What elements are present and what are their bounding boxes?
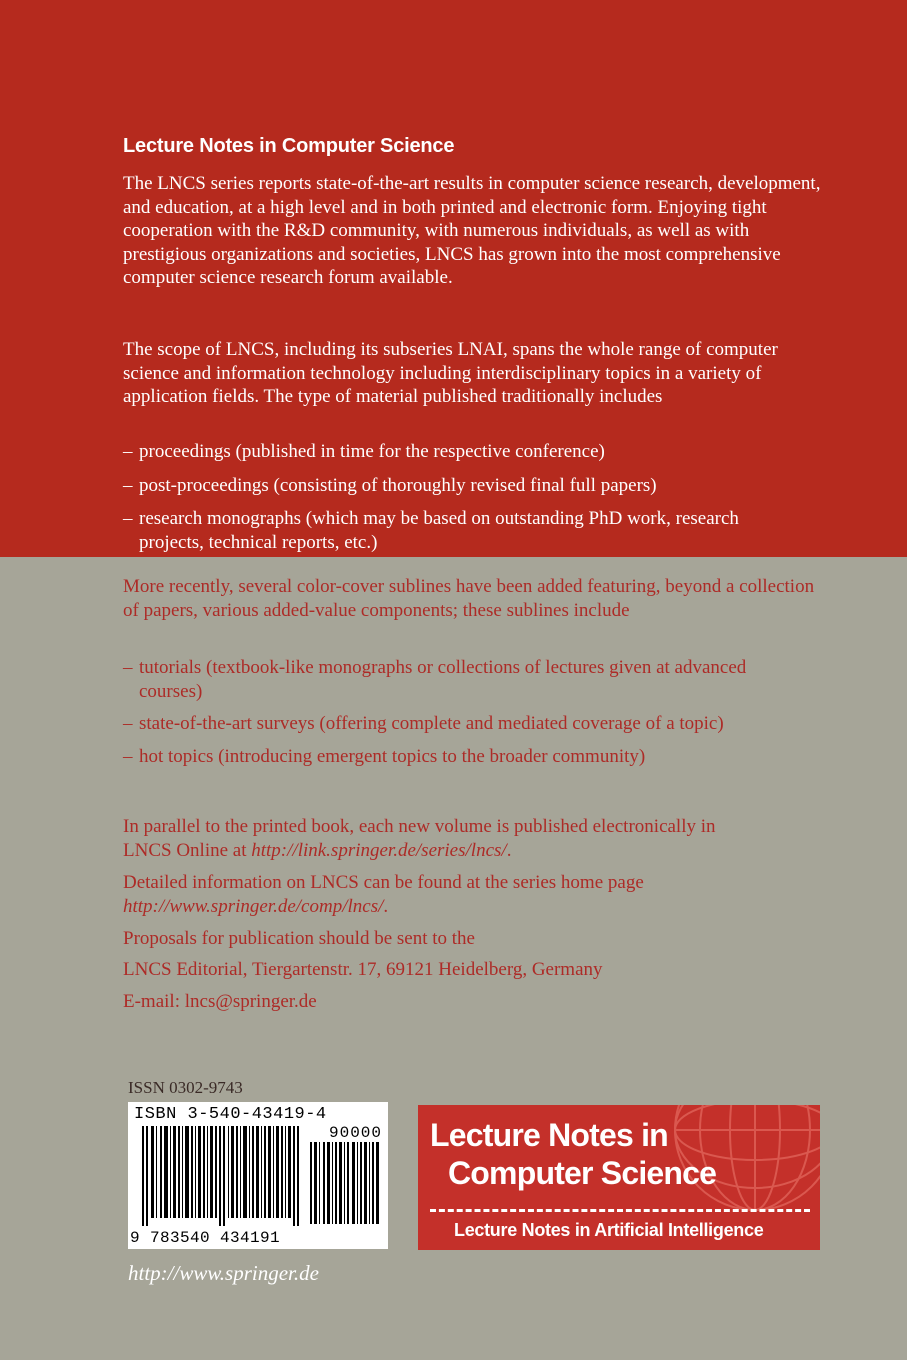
list-item-text: post-proceedings (consisting of thoroughly revised final full papers) bbox=[139, 474, 657, 496]
issn: ISSN 0302-9743 bbox=[128, 1078, 243, 1097]
series-title: Lecture Notes in Computer Science bbox=[123, 135, 455, 157]
ean-number: 9 783540 434191 bbox=[130, 1229, 281, 1247]
list-item bbox=[123, 745, 823, 769]
ean-bars bbox=[142, 1126, 302, 1226]
email-text: E-mail: lncs@springer.de bbox=[123, 991, 317, 1012]
addon-bars bbox=[310, 1142, 382, 1224]
sublines-paragraph bbox=[123, 575, 823, 622]
sublines-intro: More recently, several color-cover sublines have been added featuring, beyond a collection of papers, various added-value components; these sublines include bbox=[123, 576, 815, 621]
home-paragraph bbox=[123, 871, 743, 918]
intro-text: The LNCS series reports state-of-the-art results in computer science research, development, and education, at a high level and in both printed and electronic form. Enjoying tight cooperation with the R&D community, with numerous individuals, as well as with prestigious organizations and societies, LNCS has grown into the most comprehensive computer science research forum available. bbox=[123, 173, 821, 289]
list-item bbox=[123, 712, 749, 736]
logo-title-line2: Computer Science bbox=[448, 1155, 717, 1191]
logo-divider bbox=[430, 1209, 810, 1212]
dash: – bbox=[123, 441, 133, 462]
list-item-text: proceedings (published in time for the respective conference) bbox=[139, 441, 605, 462]
dash: – bbox=[123, 657, 133, 678]
addon-number: 90000 bbox=[328, 1124, 382, 1142]
dash: – bbox=[123, 713, 133, 735]
proposals-text: Proposals for publication should be sent to the bbox=[123, 928, 475, 949]
online-paragraph bbox=[123, 815, 733, 862]
list-item bbox=[123, 440, 823, 464]
list-item-text: research monographs (which may be based on outstanding PhD work, research projects, technical reports, etc.) bbox=[139, 508, 739, 553]
list-item-text: state-of-the-art surveys (offering complete and mediated coverage of a topic) bbox=[139, 713, 724, 735]
dash: – bbox=[123, 745, 133, 767]
dash: – bbox=[123, 474, 133, 496]
sublines-list bbox=[123, 656, 823, 768]
list-item bbox=[123, 507, 794, 554]
scope-paragraph bbox=[123, 338, 823, 409]
scope-text: The scope of LNCS, including its subseries LNAI, spans the whole range of computer science and information technology including interdisciplinary topics in a variety of application fields. The type of material published traditionally includes bbox=[123, 339, 778, 408]
intro-paragraph bbox=[123, 172, 823, 290]
list-item bbox=[123, 474, 823, 498]
online-text: In parallel to the printed book, each new volume is published electronically in LNCS Online at bbox=[123, 816, 716, 861]
series-home-link[interactable]: http://www.springer.de/comp/lncs/ bbox=[123, 895, 384, 917]
list-item-text: tutorials (textbook-like monographs or collections of lectures given at advanced courses) bbox=[139, 657, 747, 702]
address-text: LNCS Editorial, Tiergartenstr. 17, 69121 Heidelberg, Germany bbox=[123, 959, 603, 980]
period: . bbox=[383, 895, 389, 917]
home-text: Detailed information on LNCS can be found at the series home page bbox=[123, 872, 644, 893]
traditional-list bbox=[123, 440, 823, 554]
barcode bbox=[128, 1102, 388, 1249]
isbn: ISBN 3-540-43419-4 bbox=[134, 1105, 327, 1124]
list-item-text: hot topics (introducing emergent topics to the broader community) bbox=[139, 745, 646, 767]
list-item bbox=[123, 656, 779, 703]
lncs-logo bbox=[418, 1105, 820, 1250]
springer-website-link[interactable]: http://www.springer.de bbox=[128, 1261, 319, 1285]
period: . bbox=[506, 839, 512, 861]
logo-subtitle: Lecture Notes in Artificial Intelligence bbox=[454, 1220, 764, 1240]
lncs-online-link[interactable]: http://link.springer.de/series/lncs/ bbox=[251, 839, 507, 861]
logo-title-line1: Lecture Notes in bbox=[430, 1117, 668, 1153]
dash: – bbox=[123, 508, 133, 530]
